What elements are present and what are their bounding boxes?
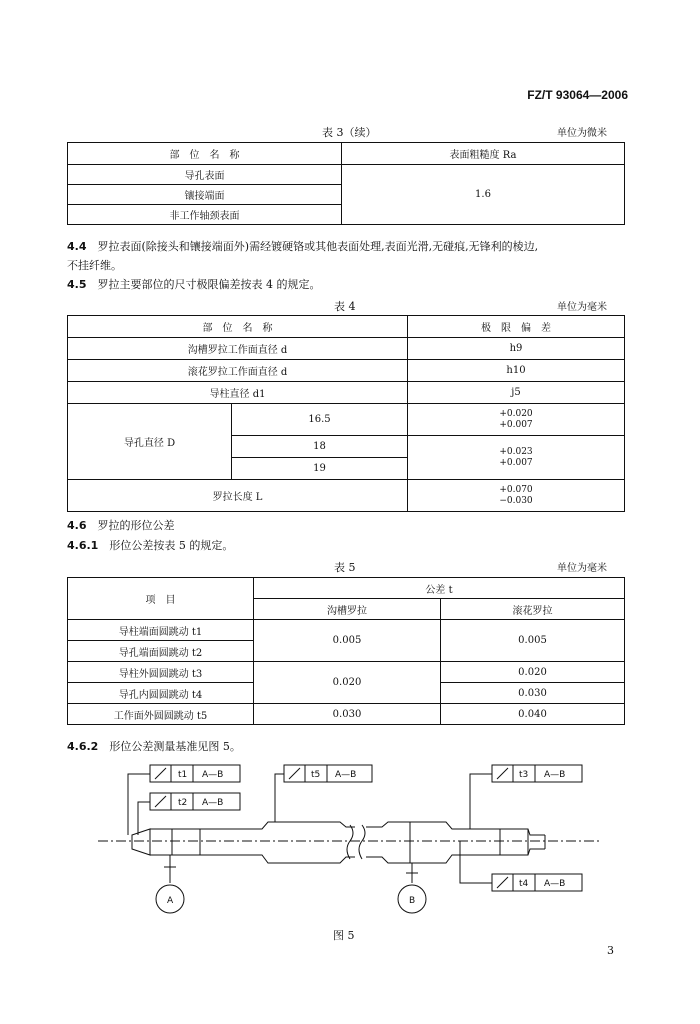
section-4-6-2 [67, 737, 241, 756]
runout-icon [155, 768, 166, 779]
table3-value: 1.6 [342, 165, 625, 225]
table4-hole-size: 16.5 [232, 404, 408, 436]
section-number: 4.6.2 [67, 740, 99, 753]
shaft-outline-top [150, 822, 355, 829]
datum-a-label: A [167, 896, 174, 906]
fcf-t1 [150, 765, 240, 782]
table5-row-name: 导柱端面圆跳动 t1 [68, 620, 254, 641]
tol-upper: +0.023 [499, 446, 533, 457]
table5-col-item: 项 目 [68, 578, 254, 620]
table5-row-name: 导孔端面圆跳动 t2 [68, 641, 254, 662]
shaft-left-end [132, 829, 150, 855]
table4-unit: 单位为毫米 [557, 302, 607, 313]
table4-hole-tol1 [408, 404, 625, 436]
table5-value: 0.030 [254, 704, 441, 725]
paragraph-text: 形位公差按表 5 的规定。 [109, 539, 234, 552]
table4-col1: 部 位 名 称 [68, 316, 408, 338]
table5-value: 0.030 [441, 683, 625, 704]
runout-icon [497, 768, 508, 779]
shaft-outline-top-right [366, 822, 545, 835]
table4-hole-size: 18 [232, 436, 408, 458]
table4-caption: 表 4 [334, 300, 356, 313]
shaft-outline-bottom [150, 855, 355, 863]
table5-value: 0.005 [441, 620, 625, 662]
shaft-outline-bottom-right [366, 849, 545, 863]
table5-caption: 表 5 [334, 561, 356, 574]
table5-row-name: 工作面外圆圆跳动 t5 [68, 704, 254, 725]
fcf-ref: A—B [335, 770, 357, 780]
table5-sub-grooved: 沟槽罗拉 [254, 599, 441, 620]
table4-hole-name: 导孔直径 D [68, 404, 232, 480]
table3-row: 导孔表面 [68, 165, 342, 185]
runout-icon [289, 768, 300, 779]
figure-5-drawing [0, 755, 700, 925]
table5-sub-knurled: 滚花罗拉 [441, 599, 625, 620]
table4-row-value: h10 [408, 360, 625, 382]
fcf-ref: A—B [544, 770, 566, 780]
table4-row-name: 导柱直径 d1 [68, 382, 408, 404]
table4-row-value: h9 [408, 338, 625, 360]
table5 [67, 577, 625, 725]
table4-length-name: 罗拉长度 L [68, 480, 408, 512]
fcf-t3 [492, 765, 582, 782]
section-number: 4.6 [67, 519, 87, 532]
table3-unit: 单位为微米 [557, 128, 607, 139]
table3-caption: 表 3（续） [322, 126, 377, 139]
tol-upper: +0.020 [499, 408, 533, 419]
table4-col2: 极 限 偏 差 [408, 316, 625, 338]
table5-unit: 单位为毫米 [557, 563, 607, 574]
paragraph-text: 罗拉表面(除接头和镶接端面外)需经镀硬铬或其他表面处理,表面光滑,无碰痕,无锋利的棱边, [97, 240, 539, 253]
section-number: 4.5 [67, 278, 87, 291]
standard-code: FZ/T 93064—2006 [527, 88, 628, 102]
table5-value: 0.020 [254, 662, 441, 704]
break-line-right [359, 825, 365, 859]
table5-row-name: 导孔内圆圆跳动 t4 [68, 683, 254, 704]
table3 [67, 142, 625, 225]
fcf-t2-label: t2 [178, 798, 188, 808]
runout-icon [497, 877, 508, 888]
fcf-t5 [284, 765, 372, 782]
fcf-t3-label: t3 [519, 770, 529, 780]
section-4-5 [67, 275, 321, 294]
section-4-6-1 [67, 536, 233, 555]
paragraph-text: 罗拉主要部位的尺寸极限偏差按表 4 的规定。 [97, 278, 321, 291]
runout-icon [155, 796, 166, 807]
table4-hole-size: 19 [232, 458, 408, 480]
fcf-ref: A—B [202, 770, 224, 780]
table3-col1: 部 位 名 称 [68, 143, 342, 165]
tol-upper: +0.070 [499, 484, 533, 495]
table5-value: 0.005 [254, 620, 441, 662]
table5-col-tol: 公差 t [254, 578, 625, 599]
fcf-t5-label: t5 [311, 770, 321, 780]
page-number: 3 [607, 944, 614, 957]
paragraph-text: 不挂纤维。 [67, 259, 122, 272]
fcf-ref: A—B [544, 879, 566, 889]
table3-col2: 表面粗糙度 Ra [342, 143, 625, 165]
fcf-ref: A—B [202, 798, 224, 808]
section-number: 4.4 [67, 240, 87, 253]
datum-b-label: B [409, 896, 416, 906]
section-number: 4.6.1 [67, 539, 99, 552]
table3-row: 非工作轴颈表面 [68, 205, 342, 225]
table3-row: 镶接端面 [68, 185, 342, 205]
fcf-t4 [492, 874, 582, 891]
table4-length-tol [408, 480, 625, 512]
section-4-4 [67, 237, 627, 275]
table4-row-name: 沟槽罗拉工作面直径 d [68, 338, 408, 360]
fcf-t2 [150, 793, 240, 810]
table4-hole-tol2 [408, 436, 625, 480]
section-4-6 [67, 516, 175, 535]
table5-value: 0.020 [441, 662, 625, 683]
table5-row-name: 导柱外圆圆跳动 t3 [68, 662, 254, 683]
paragraph-text: 形位公差测量基准见图 5。 [109, 740, 241, 753]
fcf-t4-label: t4 [519, 879, 529, 889]
tol-lower: +0.007 [499, 457, 533, 468]
paragraph-text: 罗拉的形位公差 [97, 519, 175, 532]
figure-caption: 图 5 [333, 929, 355, 942]
table4-row-name: 滚花罗拉工作面直径 d [68, 360, 408, 382]
table4-row-value: j5 [408, 382, 625, 404]
table5-value: 0.040 [441, 704, 625, 725]
tol-lower: −0.030 [499, 495, 533, 506]
table4 [67, 315, 625, 512]
fcf-t1-label: t1 [178, 770, 188, 780]
break-line-left [347, 825, 353, 859]
tol-lower: +0.007 [499, 419, 533, 430]
